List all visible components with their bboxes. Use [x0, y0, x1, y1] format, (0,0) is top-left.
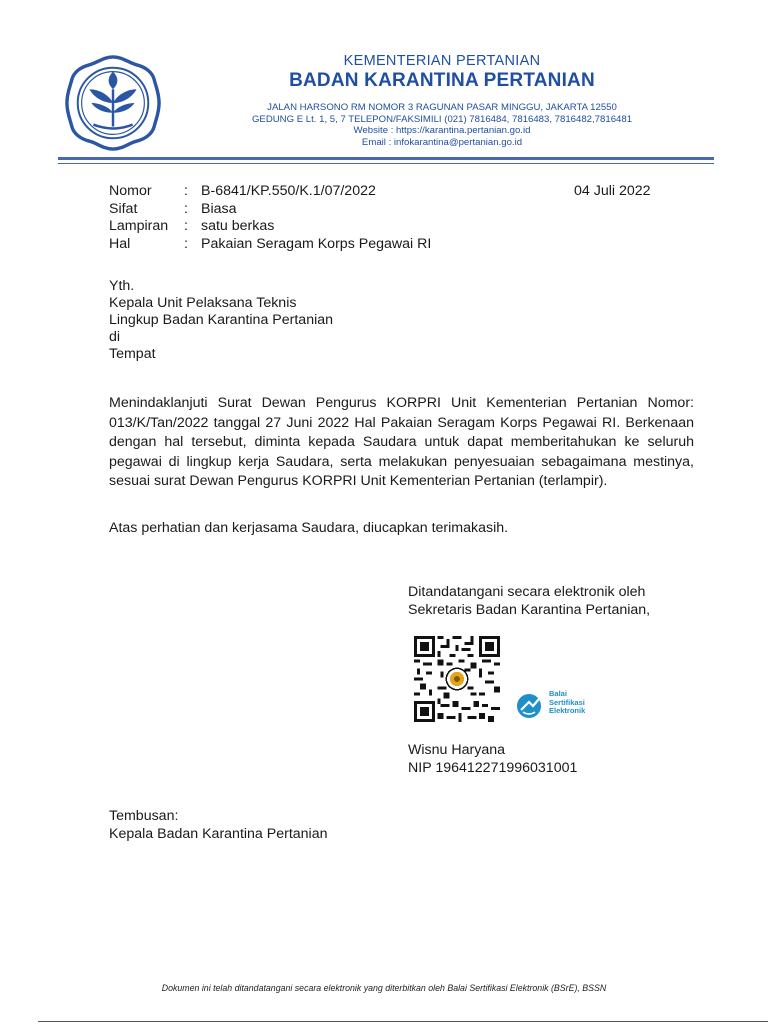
meta-colon: :	[184, 235, 188, 252]
website-line: Website : https://karantina.pertanian.go.id	[353, 125, 531, 136]
body-paragraph-1: Menindaklanjuti Surat Dewan Pengurus KORPRI Unit Kementerian Pertanian Nomor: 013/K/Tan/2022 tanggal 27 Juni 2022 Hal Pakaian Seragam Korps Pegawai RI. Berkenaan dengan hal tersebut, diminta kepada Saudara untuk dapat memberitahukan ke seluruh pegawai di lingkup kerja Saudara, serta melakukan penyesuaian sebagaimana mestinya, sesuai surat Dewan Pengurus KORPRI Unit Kementerian Pertanian (terlampir).	[109, 395, 694, 490]
recipient-salutation: Yth.	[109, 278, 135, 294]
meta-colon: :	[184, 218, 188, 234]
signer-nip: NIP 196412271996031001	[408, 760, 578, 776]
signer-name: Wisnu Haryana	[408, 742, 505, 758]
letterhead-rule-thick	[58, 157, 714, 160]
meta-colon: :	[184, 183, 188, 199]
qr-code-icon	[414, 636, 500, 722]
bsre-line-2: Sertifikasi	[549, 697, 585, 707]
meta-label-hal: Hal	[109, 235, 131, 252]
ministry-name: KEMENTERIAN PERTANIAN	[343, 53, 541, 69]
signature-line-2: Sekretaris Badan Karantina Pertanian,	[408, 602, 651, 618]
meta-label-lampiran: Lampiran	[109, 218, 169, 234]
signer-block	[408, 741, 577, 777]
recipient-line-2: Lingkup Badan Karantina Pertanian	[109, 312, 334, 328]
meta-value-sifat: Biasa	[201, 200, 237, 217]
meta-value-nomor: B-6841/KP.550/K.1/07/2022	[201, 183, 376, 199]
recipient-line-4: Tempat	[109, 346, 156, 362]
bottom-rule	[38, 1021, 768, 1022]
bsre-line-1: Balai	[549, 689, 567, 698]
cc-block	[109, 808, 328, 843]
recipient-block	[109, 278, 333, 363]
body-paragraph-2: Atas perhatian dan kerjasama Saudara, diucapkan terimakasih.	[109, 520, 509, 536]
agency-logo-icon	[64, 54, 162, 152]
email-line: Email : infokarantina@pertanian.go.id	[361, 136, 523, 148]
recipient-line-3: di	[109, 329, 121, 345]
signature-line-1: Ditandatangani secara elektronik oleh	[408, 584, 646, 600]
footer-note: Dokumen ini telah ditandatangani secara elektronik yang diterbitkan oleh Balai Sertifikasi Elektronik (BSrE), BSSN	[161, 983, 607, 993]
letterhead-rule-thin	[58, 163, 714, 164]
letter-date: 04 Juli 2022	[574, 183, 651, 199]
meta-label-sifat: Sifat	[109, 200, 138, 217]
cc-label: Tembusan:	[109, 808, 179, 824]
meta-value-lampiran: satu berkas	[201, 218, 275, 234]
cc-line-1: Kepala Badan Karantina Pertanian	[109, 825, 328, 842]
agency-name: BADAN KARANTINA PERTANIAN	[289, 70, 595, 91]
address-line-1: JALAN HARSONO RM NOMOR 3 RAGUNAN PASAR MINGGU, JAKARTA 12550	[267, 102, 617, 113]
meta-colon: :	[184, 200, 188, 217]
meta-value-hal: Pakaian Seragam Korps Pegawai RI	[201, 235, 432, 252]
bsre-wordmark	[549, 690, 585, 716]
signature-caption	[408, 583, 650, 619]
letterhead-address	[222, 102, 662, 148]
recipient-line-1: Kepala Unit Pelaksana Teknis	[109, 295, 297, 311]
bsre-line-3: Elektronik	[549, 706, 586, 715]
address-line-2: GEDUNG E Lt. 1, 5, 7 TELEPON/FAKSIMILI (021) 7816484, 7816483, 7816482,7816481	[251, 113, 633, 125]
meta-label-nomor: Nomor	[109, 183, 152, 199]
